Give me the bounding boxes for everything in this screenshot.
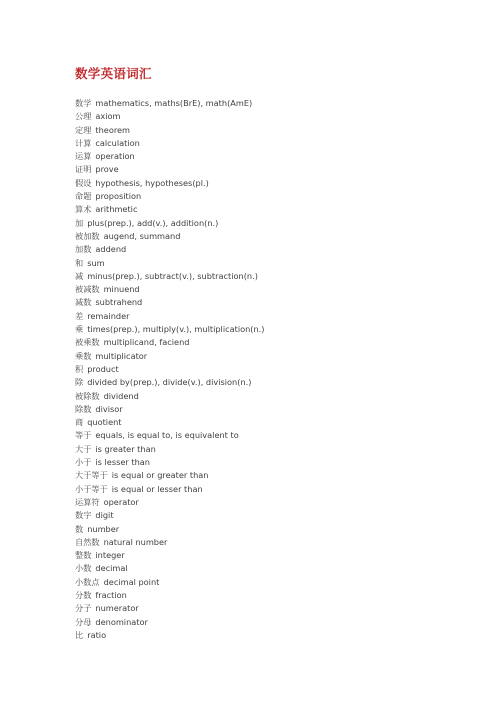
chinese-term: 乘: [75, 324, 84, 335]
vocab-entry: [75, 616, 264, 629]
english-term: is equal or lesser than: [111, 483, 203, 494]
chinese-term: 大于: [75, 443, 92, 454]
chinese-term: 整数: [75, 550, 92, 561]
vocab-entry: [75, 376, 264, 389]
english-term: product: [87, 363, 119, 374]
chinese-term: 定理: [75, 124, 92, 135]
vocab-entry: [75, 350, 264, 363]
chinese-term: 除: [75, 377, 84, 388]
english-term: decimal: [95, 563, 128, 574]
english-term: fraction: [95, 589, 127, 600]
chinese-term: 差: [75, 310, 84, 321]
chinese-term: 运算: [75, 151, 92, 162]
vocab-entry: [75, 163, 264, 176]
vocab-entry: [75, 270, 264, 283]
chinese-term: 加: [75, 217, 84, 228]
english-term: decimal point: [103, 576, 160, 587]
vocab-entry: [75, 243, 264, 256]
vocab-entry: [75, 536, 264, 549]
english-term: calculation: [95, 137, 140, 148]
chinese-term: 和: [75, 257, 84, 268]
english-term: number: [87, 523, 120, 534]
chinese-term: 证明: [75, 164, 92, 175]
english-term: divided by(prep.), divide(v.), division(n.): [87, 377, 252, 388]
vocab-entry: [75, 150, 264, 163]
english-term: is lesser than: [95, 457, 150, 468]
chinese-term: 积: [75, 363, 84, 374]
chinese-term: 除数: [75, 403, 92, 414]
english-term: augend, summand: [103, 230, 181, 241]
english-term: ratio: [87, 629, 107, 640]
chinese-term: 被减数: [75, 284, 100, 295]
vocab-entry: [75, 296, 264, 309]
chinese-term: 算术: [75, 204, 92, 215]
chinese-term: 被除数: [75, 390, 100, 401]
english-term: integer: [95, 550, 125, 561]
vocab-entry: [75, 336, 264, 349]
vocab-entry: [75, 589, 264, 602]
english-term: remainder: [87, 310, 130, 321]
chinese-term: 分数: [75, 589, 92, 600]
chinese-term: 大于等于: [75, 470, 108, 481]
chinese-term: 分子: [75, 603, 92, 614]
english-term: arithmetic: [95, 204, 138, 215]
page-title: 数学英语词汇: [75, 66, 152, 81]
chinese-term: 乘数: [75, 350, 92, 361]
vocab-entry: [75, 549, 264, 562]
chinese-term: 运算符: [75, 496, 100, 507]
english-term: dividend: [103, 390, 139, 401]
english-term: is equal or greater than: [111, 470, 209, 481]
chinese-term: 小数点: [75, 576, 100, 587]
vocab-entry: [75, 562, 264, 575]
vocab-entry: [75, 602, 264, 615]
vocab-entry: [75, 416, 264, 429]
chinese-term: 被加数: [75, 230, 100, 241]
chinese-term: 数: [75, 523, 84, 534]
chinese-term: 小数: [75, 563, 92, 574]
english-term: natural number: [103, 536, 168, 547]
english-term: numerator: [95, 603, 139, 614]
english-term: multiplicator: [95, 350, 148, 361]
english-term: subtrahend: [95, 297, 143, 308]
english-term: is greater than: [95, 443, 156, 454]
vocab-entry: [75, 257, 264, 270]
vocab-entry: [75, 509, 264, 522]
vocab-entry: [75, 469, 264, 482]
english-term: sum: [87, 257, 105, 268]
chinese-term: 分母: [75, 616, 92, 627]
vocab-entry: [75, 456, 264, 469]
chinese-term: 假设: [75, 177, 92, 188]
english-term: denominator: [95, 616, 148, 627]
vocab-entry: [75, 523, 264, 536]
english-term: multiplicand, faciend: [103, 337, 190, 348]
english-term: equals, is equal to, is equivalent to: [95, 430, 239, 441]
vocab-entry: [75, 217, 264, 230]
english-term: plus(prep.), add(v.), addition(n.): [87, 217, 219, 228]
chinese-term: 命题: [75, 191, 92, 202]
vocab-entry: [75, 443, 264, 456]
english-term: digit: [95, 510, 114, 521]
vocab-entry: [75, 576, 264, 589]
chinese-term: 数学: [75, 98, 92, 108]
english-term: mathematics, maths(BrE), math(AmE): [95, 98, 253, 108]
chinese-term: 等于: [75, 430, 92, 441]
english-term: operator: [103, 496, 139, 507]
vocabulary-list: [75, 97, 264, 642]
vocab-entry: [75, 429, 264, 442]
chinese-term: 小于: [75, 457, 92, 468]
vocab-entry: [75, 390, 264, 403]
chinese-term: 数字: [75, 510, 92, 521]
vocab-entry: [75, 283, 264, 296]
chinese-term: 加数: [75, 244, 92, 255]
english-term: quotient: [87, 417, 122, 428]
vocab-entry: [75, 629, 264, 642]
chinese-term: 减数: [75, 297, 92, 308]
vocab-entry: [75, 124, 264, 137]
english-term: minus(prep.), subtract(v.), subtraction(n.): [87, 270, 258, 281]
vocab-entry: [75, 403, 264, 416]
vocab-entry: [75, 323, 264, 336]
vocab-entry: [75, 110, 264, 123]
vocab-entry: [75, 496, 264, 509]
chinese-term: 小于等于: [75, 483, 108, 494]
chinese-term: 比: [75, 629, 84, 640]
english-term: axiom: [95, 111, 121, 122]
english-term: divisor: [95, 403, 123, 414]
english-term: minuend: [103, 284, 140, 295]
english-term: proposition: [95, 191, 142, 202]
chinese-term: 被乘数: [75, 337, 100, 348]
english-term: theorem: [95, 124, 131, 135]
vocab-entry: [75, 230, 264, 243]
english-term: times(prep.), multiply(v.), multiplication(n.): [87, 324, 265, 335]
english-term: addend: [95, 244, 127, 255]
english-term: prove: [95, 164, 119, 175]
vocab-entry: [75, 190, 264, 203]
chinese-term: 自然数: [75, 536, 100, 547]
vocab-entry: [75, 137, 264, 150]
vocab-entry: [75, 310, 264, 323]
chinese-term: 减: [75, 270, 84, 281]
vocab-entry: [75, 363, 264, 376]
vocab-entry: [75, 203, 264, 216]
vocab-entry: [75, 177, 264, 190]
vocab-entry: [75, 483, 264, 496]
chinese-term: 计算: [75, 137, 92, 148]
chinese-term: 公理: [75, 111, 92, 122]
chinese-term: 商: [75, 417, 84, 428]
vocab-entry: [75, 97, 264, 110]
english-term: hypothesis, hypotheses(pl.): [95, 177, 209, 188]
english-term: operation: [95, 151, 135, 162]
